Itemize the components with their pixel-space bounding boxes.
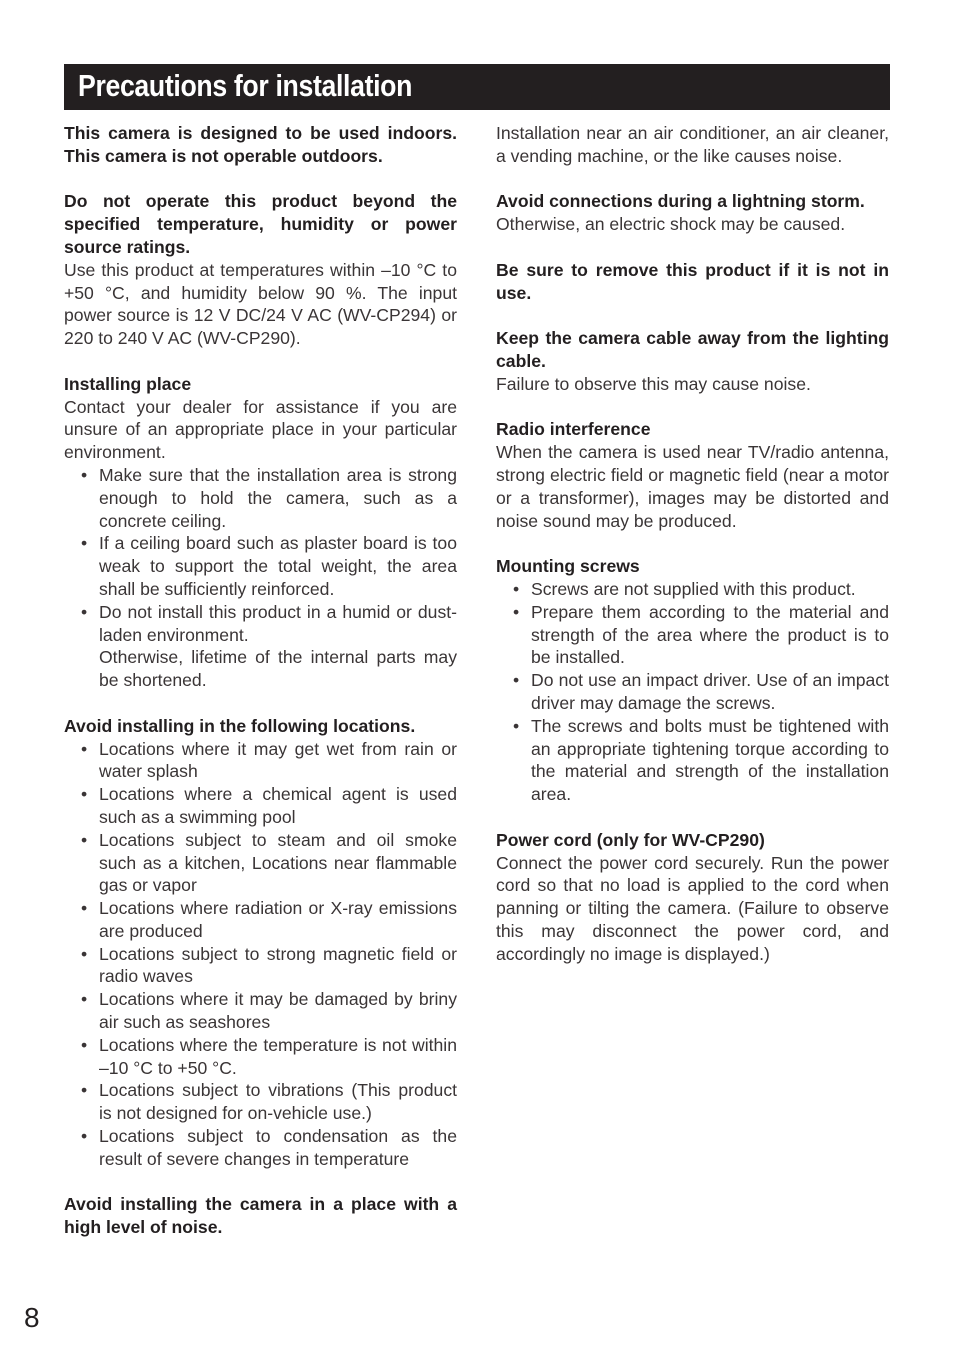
bullet-icon: • — [513, 601, 520, 622]
list-item: • Locations where it may get wet from rain or water splash — [81, 738, 457, 782]
list-item: • Locations subject to strong magnetic field or radio waves — [81, 943, 457, 987]
lightning-section — [496, 190, 889, 236]
bullet-icon: • — [81, 464, 88, 485]
list-item: • Make sure that the installation area is strong enough to hold the camera, such as a concrete ceiling. — [81, 464, 457, 531]
ratings-text: Use this product at temperatures within –10 °C to +50 °C, and humidity below 90 %. The input power source is 12 V DC/24 V AC (WV-CP294) or 220 to 240 V AC (WV-CP290). — [64, 259, 457, 349]
bullet-icon: • — [513, 578, 520, 599]
remove-heading: Be sure to remove this product if it is not in use. — [496, 259, 889, 303]
mounting-screws-heading: Mounting screws — [496, 556, 640, 577]
power-cord-section — [496, 829, 889, 966]
installing-place-section — [64, 373, 457, 692]
cable-text: Failure to observe this may cause noise. — [496, 373, 811, 394]
list-item: • Locations subject to condensation as the result of severe changes in temperature — [81, 1126, 457, 1169]
list-item: • Locations where radiation or X-ray emissions are produced — [81, 898, 457, 941]
power-cord-heading: Power cord (only for WV-CP290) — [496, 829, 765, 850]
page-title: Precautions for installation — [78, 68, 413, 103]
mounting-screws-list — [496, 578, 889, 806]
installing-place-list — [64, 464, 457, 646]
indoor-notice-text: This camera is designed to be used indoors. This camera is not operable outdoors. — [64, 123, 457, 166]
installing-place-text: Contact your dealer for assistance if you are unsure of an appropriate place in your particular environment. — [64, 396, 457, 463]
mounting-screws-section — [496, 555, 889, 806]
noise-heading: Avoid installing the camera in a place with a high level of noise. — [64, 1194, 457, 1238]
list-item: • If a ceiling board such as plaster board is too weak to support the total weight, the area shall be sufficiently reinforced. — [81, 533, 457, 599]
radio-interference-text: When the camera is used near TV/radio antenna, strong electric field or magnetic field (near a motor or a transformer), images may be distorted and noise sound may be produced. — [496, 442, 889, 531]
bullet-icon: • — [81, 989, 88, 1010]
bullet-icon: • — [81, 784, 88, 805]
list-item: • Locations where a chemical agent is used such as a swimming pool — [81, 784, 457, 827]
right-column — [496, 122, 889, 988]
bullet-icon: • — [81, 943, 88, 964]
page-number: 8 — [24, 1302, 40, 1333]
bullet-icon: • — [81, 829, 88, 850]
list-item: • The screws and bolts must be tightened with an appropriate tightening torque according to the material and strength of the installation area. — [513, 715, 889, 805]
left-column — [64, 122, 457, 1262]
radio-interference-section — [496, 418, 889, 532]
noise-section — [496, 122, 889, 168]
list-item: • Prepare them according to the material and strength of the area where the product is to be installed. — [513, 601, 889, 668]
cable-heading: Keep the camera cable away from the lighting cable. — [496, 328, 889, 371]
list-item: • Locations subject to vibrations (This product is not designed for on-vehicle use.) — [81, 1080, 457, 1124]
bullet-icon: • — [81, 738, 88, 759]
bullet-icon: • — [513, 715, 520, 736]
bullet-icon: • — [81, 1126, 88, 1147]
installing-place-note: Otherwise, lifetime of the internal parts may be shortened. — [99, 647, 457, 691]
ratings-heading: Do not operate this product beyond the specified temperature, humidity or power source ratings. — [64, 191, 457, 257]
installing-place-heading: Installing place — [64, 373, 192, 394]
list-item: • Locations where it may be damaged by briny air such as seashores — [81, 989, 457, 1033]
list-item: • Locations subject to steam and oil smoke such as a kitchen, Locations near flammable gas or vapor — [81, 829, 457, 896]
bullet-icon: • — [81, 898, 88, 919]
bullet-icon: • — [81, 601, 88, 622]
indoor-notice — [64, 122, 457, 168]
avoid-locations-heading: Avoid installing in the following locations. — [64, 715, 416, 736]
cable-section — [496, 327, 889, 395]
lightning-heading: Avoid connections during a lightning storm. — [496, 191, 865, 212]
bullet-icon: • — [81, 1034, 88, 1055]
bullet-icon: • — [513, 670, 520, 691]
noise-text: Installation near an air conditioner, an air cleaner, a vending machine, or the like causes noise. — [496, 123, 889, 166]
power-cord-text: Connect the power cord securely. Run the power cord so that no load is applied to the cord when panning or tilting the camera. (Failure to observe this may disconnect the power cord, and accordingly no image is displayed.) — [496, 852, 889, 964]
noise-section-heading-block — [64, 1193, 457, 1239]
list-item: • Locations where the temperature is not within –10 °C to +50 °C. — [81, 1034, 457, 1078]
remove-section — [496, 259, 889, 305]
avoid-locations-section — [64, 715, 457, 1171]
list-item: • Do not install this product in a humid or dust-laden environment. — [81, 601, 457, 645]
radio-interference-heading: Radio interference — [496, 419, 651, 440]
bullet-icon: • — [81, 533, 88, 554]
lightning-text: Otherwise, an electric shock may be caused. — [496, 214, 846, 235]
list-item: • Do not use an impact driver. Use of an impact driver may damage the screws. — [513, 670, 889, 713]
list-item: • Screws are not supplied with this product. — [513, 578, 856, 599]
ratings-section — [64, 190, 457, 350]
avoid-locations-list — [64, 738, 457, 1171]
bullet-icon: • — [81, 1080, 88, 1101]
section-title-bar — [64, 64, 890, 110]
